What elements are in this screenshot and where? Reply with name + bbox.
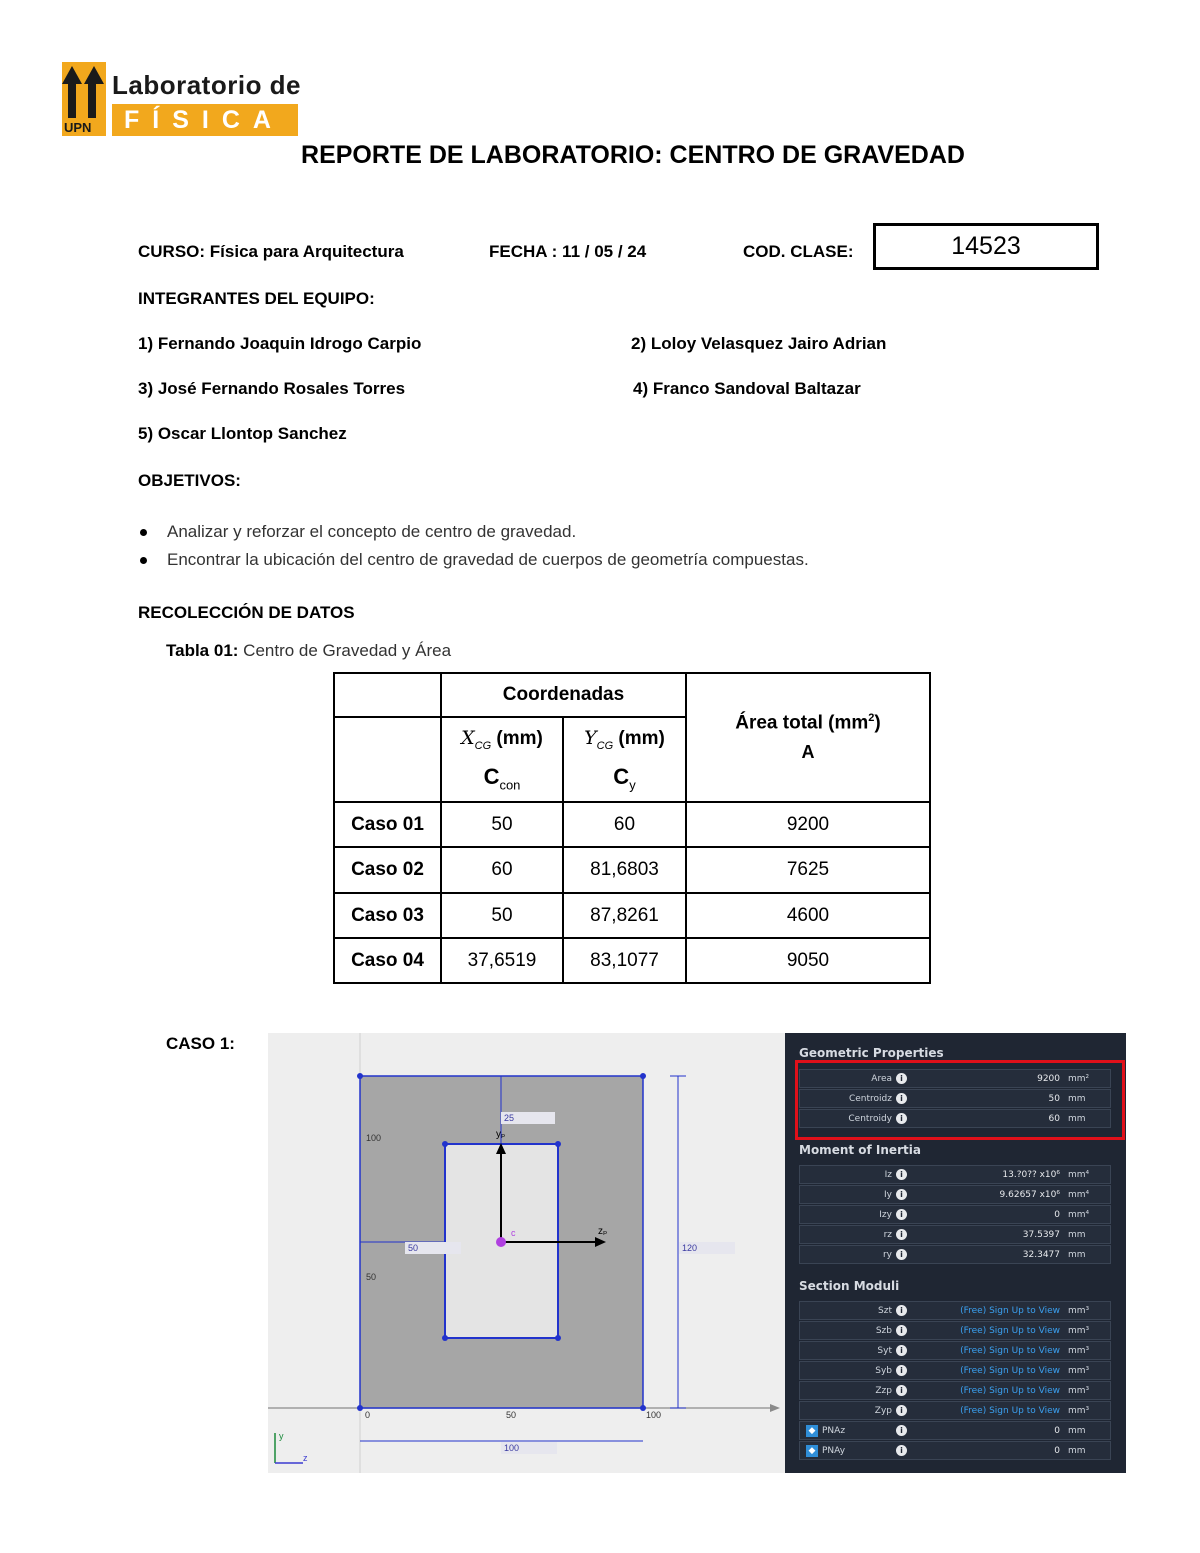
area-header-cell <box>686 673 930 802</box>
sign-up-link[interactable]: (Free) Sign Up to View <box>960 1406 1060 1416</box>
info-icon[interactable]: i <box>896 1249 907 1260</box>
table-empty-cell <box>334 717 441 802</box>
global-z-label: z <box>303 1453 308 1463</box>
case-cell: Caso 04 <box>334 938 441 983</box>
section-figure <box>268 1033 785 1473</box>
axis-tick-100: 100 <box>646 1410 662 1420</box>
area-symbol: A <box>801 742 815 763</box>
highlight-box <box>795 1060 1125 1140</box>
table-caption-text: Centro de Gravedad y Área <box>238 641 452 660</box>
logo-line1: Laboratorio de <box>112 70 302 100</box>
logo-line2: FÍSICA <box>112 104 298 136</box>
upn-logo-mark <box>62 62 106 136</box>
x-cell: 60 <box>441 847 563 893</box>
fecha-field <box>489 242 646 262</box>
sign-up-link[interactable]: (Free) Sign Up to View <box>960 1366 1060 1376</box>
x-header: $X_{CG}$ (mm) <box>461 726 543 752</box>
info-icon[interactable]: i <box>896 1229 907 1240</box>
y-header: $Y_{CG}$ (mm) <box>584 726 665 752</box>
section-moduli-title: Section Moduli <box>799 1279 900 1293</box>
moduli-row: Szb i (Free) Sign Up to View mm³ <box>799 1321 1111 1340</box>
area-cell: 7625 <box>686 847 930 893</box>
yp-axis-label: yₚ <box>496 1129 506 1140</box>
curso-field <box>138 242 404 262</box>
y-cell: 81,6803 <box>563 847 686 893</box>
x-cell: 37,6519 <box>441 938 563 983</box>
info-icon[interactable]: i <box>896 1073 907 1084</box>
zp-axis-label: zₚ <box>598 1226 608 1237</box>
dim-top-gap: 25 <box>501 1112 555 1124</box>
member-2: 2) Loloy Velasquez Jairo Adrian <box>631 334 887 353</box>
moduli-row: Syb i (Free) Sign Up to View mm³ <box>799 1361 1111 1380</box>
sign-up-link[interactable]: (Free) Sign Up to View <box>960 1386 1060 1396</box>
moment-of-inertia-title: Moment of Inertia <box>799 1143 921 1157</box>
info-icon[interactable]: i <box>896 1325 907 1336</box>
x-cell: 50 <box>441 802 563 847</box>
sign-up-link[interactable]: (Free) Sign Up to View <box>960 1306 1060 1316</box>
info-icon[interactable]: i <box>896 1345 907 1356</box>
dim-left-top: 100 <box>366 1133 382 1143</box>
expand-icon[interactable]: ◆ <box>806 1445 818 1457</box>
moduli-row: Syt i (Free) Sign Up to View mm³ <box>799 1341 1111 1360</box>
table-corner <box>334 673 441 717</box>
y-symbol: $C_y$ <box>613 763 636 793</box>
objetivos-list <box>138 518 809 574</box>
info-icon[interactable]: i <box>896 1305 907 1316</box>
table-caption <box>166 641 451 661</box>
dim-left-mid: 50 <box>405 1242 461 1254</box>
centroid-point <box>496 1237 506 1247</box>
geo-row-centroid-z: Centroidz i 50 mm <box>799 1089 1111 1108</box>
recoleccion-label: RECOLECCIÓN DE DATOS <box>138 603 355 622</box>
global-y-label: y <box>279 1431 284 1441</box>
axis-tick-0: 0 <box>365 1410 371 1420</box>
x-symbol: $C_{con}$ <box>483 763 521 793</box>
integrantes-label: INTEGRANTES DEL EQUIPO: <box>138 289 375 308</box>
y-header-cell <box>563 717 686 802</box>
x-header-cell <box>441 717 563 802</box>
dim-width: 100 <box>501 1442 557 1454</box>
geo-row-area: Area i 9200 mm² <box>799 1069 1111 1088</box>
moduli-row: Zyp i (Free) Sign Up to View mm³ <box>799 1401 1111 1420</box>
fecha-label: FECHA : <box>489 242 558 261</box>
case-cell: Caso 03 <box>334 893 441 938</box>
table-row <box>334 847 930 893</box>
case-cell: Caso 01 <box>334 802 441 847</box>
objetivo-item: Analizar y reforzar el concepto de centro de gravedad. <box>138 518 809 546</box>
fecha-value: 11 / 05 / 24 <box>562 242 647 261</box>
coordenadas-header: Coordenadas <box>441 673 686 717</box>
info-icon[interactable]: i <box>896 1113 907 1124</box>
data-table <box>333 672 931 984</box>
info-icon[interactable]: i <box>896 1093 907 1104</box>
cod-value-box: 14523 <box>873 223 1099 270</box>
info-icon[interactable]: i <box>896 1209 907 1220</box>
case-cell: Caso 02 <box>334 847 441 893</box>
info-icon[interactable]: i <box>896 1445 907 1456</box>
centroid-label: c <box>511 1228 516 1238</box>
caso1-label: CASO 1: <box>166 1034 235 1053</box>
moduli-row: Zzp i (Free) Sign Up to View mm³ <box>799 1381 1111 1400</box>
axis-tick-50: 50 <box>506 1410 517 1420</box>
area-cell: 4600 <box>686 893 930 938</box>
sign-up-link[interactable]: (Free) Sign Up to View <box>960 1326 1060 1336</box>
info-icon[interactable]: i <box>896 1385 907 1396</box>
member-1: 1) Fernando Joaquin Idrogo Carpio <box>138 334 422 353</box>
geo-row-centroid-y: Centroidy i 60 mm <box>799 1109 1111 1128</box>
curso-value: Física para Arquitectura <box>209 242 404 261</box>
table-row <box>334 802 930 847</box>
info-icon[interactable]: i <box>896 1169 907 1180</box>
expand-icon[interactable]: ◆ <box>806 1425 818 1437</box>
moduli-row: Szt i (Free) Sign Up to View mm³ <box>799 1301 1111 1320</box>
curso-label: CURSO: <box>138 242 206 261</box>
sign-up-link[interactable]: (Free) Sign Up to View <box>960 1346 1060 1356</box>
member-4: 4) Franco Sandoval Baltazar <box>633 379 861 398</box>
area-header: Área total $(mm^2)$ <box>735 711 881 734</box>
y-cell: 87,8261 <box>563 893 686 938</box>
y-cell: 83,1077 <box>563 938 686 983</box>
info-icon[interactable]: i <box>896 1189 907 1200</box>
member-3: 3) José Fernando Rosales Torres <box>138 379 406 398</box>
area-cell: 9050 <box>686 938 930 983</box>
objetivos-label: OBJETIVOS: <box>138 471 241 490</box>
info-icon[interactable]: i <box>896 1365 907 1376</box>
dim-height: 120 <box>679 1242 735 1254</box>
table-row <box>334 893 930 938</box>
pna-row: ◆ PNAz i 0 mm <box>799 1421 1111 1440</box>
objetivo-item: Encontrar la ubicación del centro de gravedad de cuerpos de geometría compuestas. <box>138 546 809 574</box>
report-title: REPORTE DE LABORATORIO: CENTRO DE GRAVEDAD <box>301 141 965 169</box>
inertia-row: Izy i 0 mm⁴ <box>799 1205 1111 1224</box>
inertia-row: rz i 37.5397 mm <box>799 1225 1111 1244</box>
y-cell: 60 <box>563 802 686 847</box>
pna-row: ◆ PNAy i 0 mm <box>799 1441 1111 1460</box>
dim-left-bottom: 50 <box>366 1272 377 1282</box>
info-icon[interactable]: i <box>896 1425 907 1436</box>
cod-label: COD. CLASE: <box>743 242 854 261</box>
geometric-properties-title: Geometric Properties <box>799 1046 944 1060</box>
inertia-row: ry i 32.3477 mm <box>799 1245 1111 1264</box>
x-cell: 50 <box>441 893 563 938</box>
logo-upn-text: UPN <box>64 120 92 135</box>
properties-panel <box>785 1033 1126 1473</box>
area-cell: 9200 <box>686 802 930 847</box>
inertia-row: Iz i 13.?0?? x10⁶ mm⁴ <box>799 1165 1111 1184</box>
member-5: 5) Oscar Llontop Sanchez <box>138 424 347 443</box>
inertia-row: Iy i 9.62657 x10⁶ mm⁴ <box>799 1185 1111 1204</box>
table-row <box>334 938 930 983</box>
info-icon[interactable]: i <box>896 1405 907 1416</box>
table-caption-bold: Tabla 01: <box>166 641 239 660</box>
